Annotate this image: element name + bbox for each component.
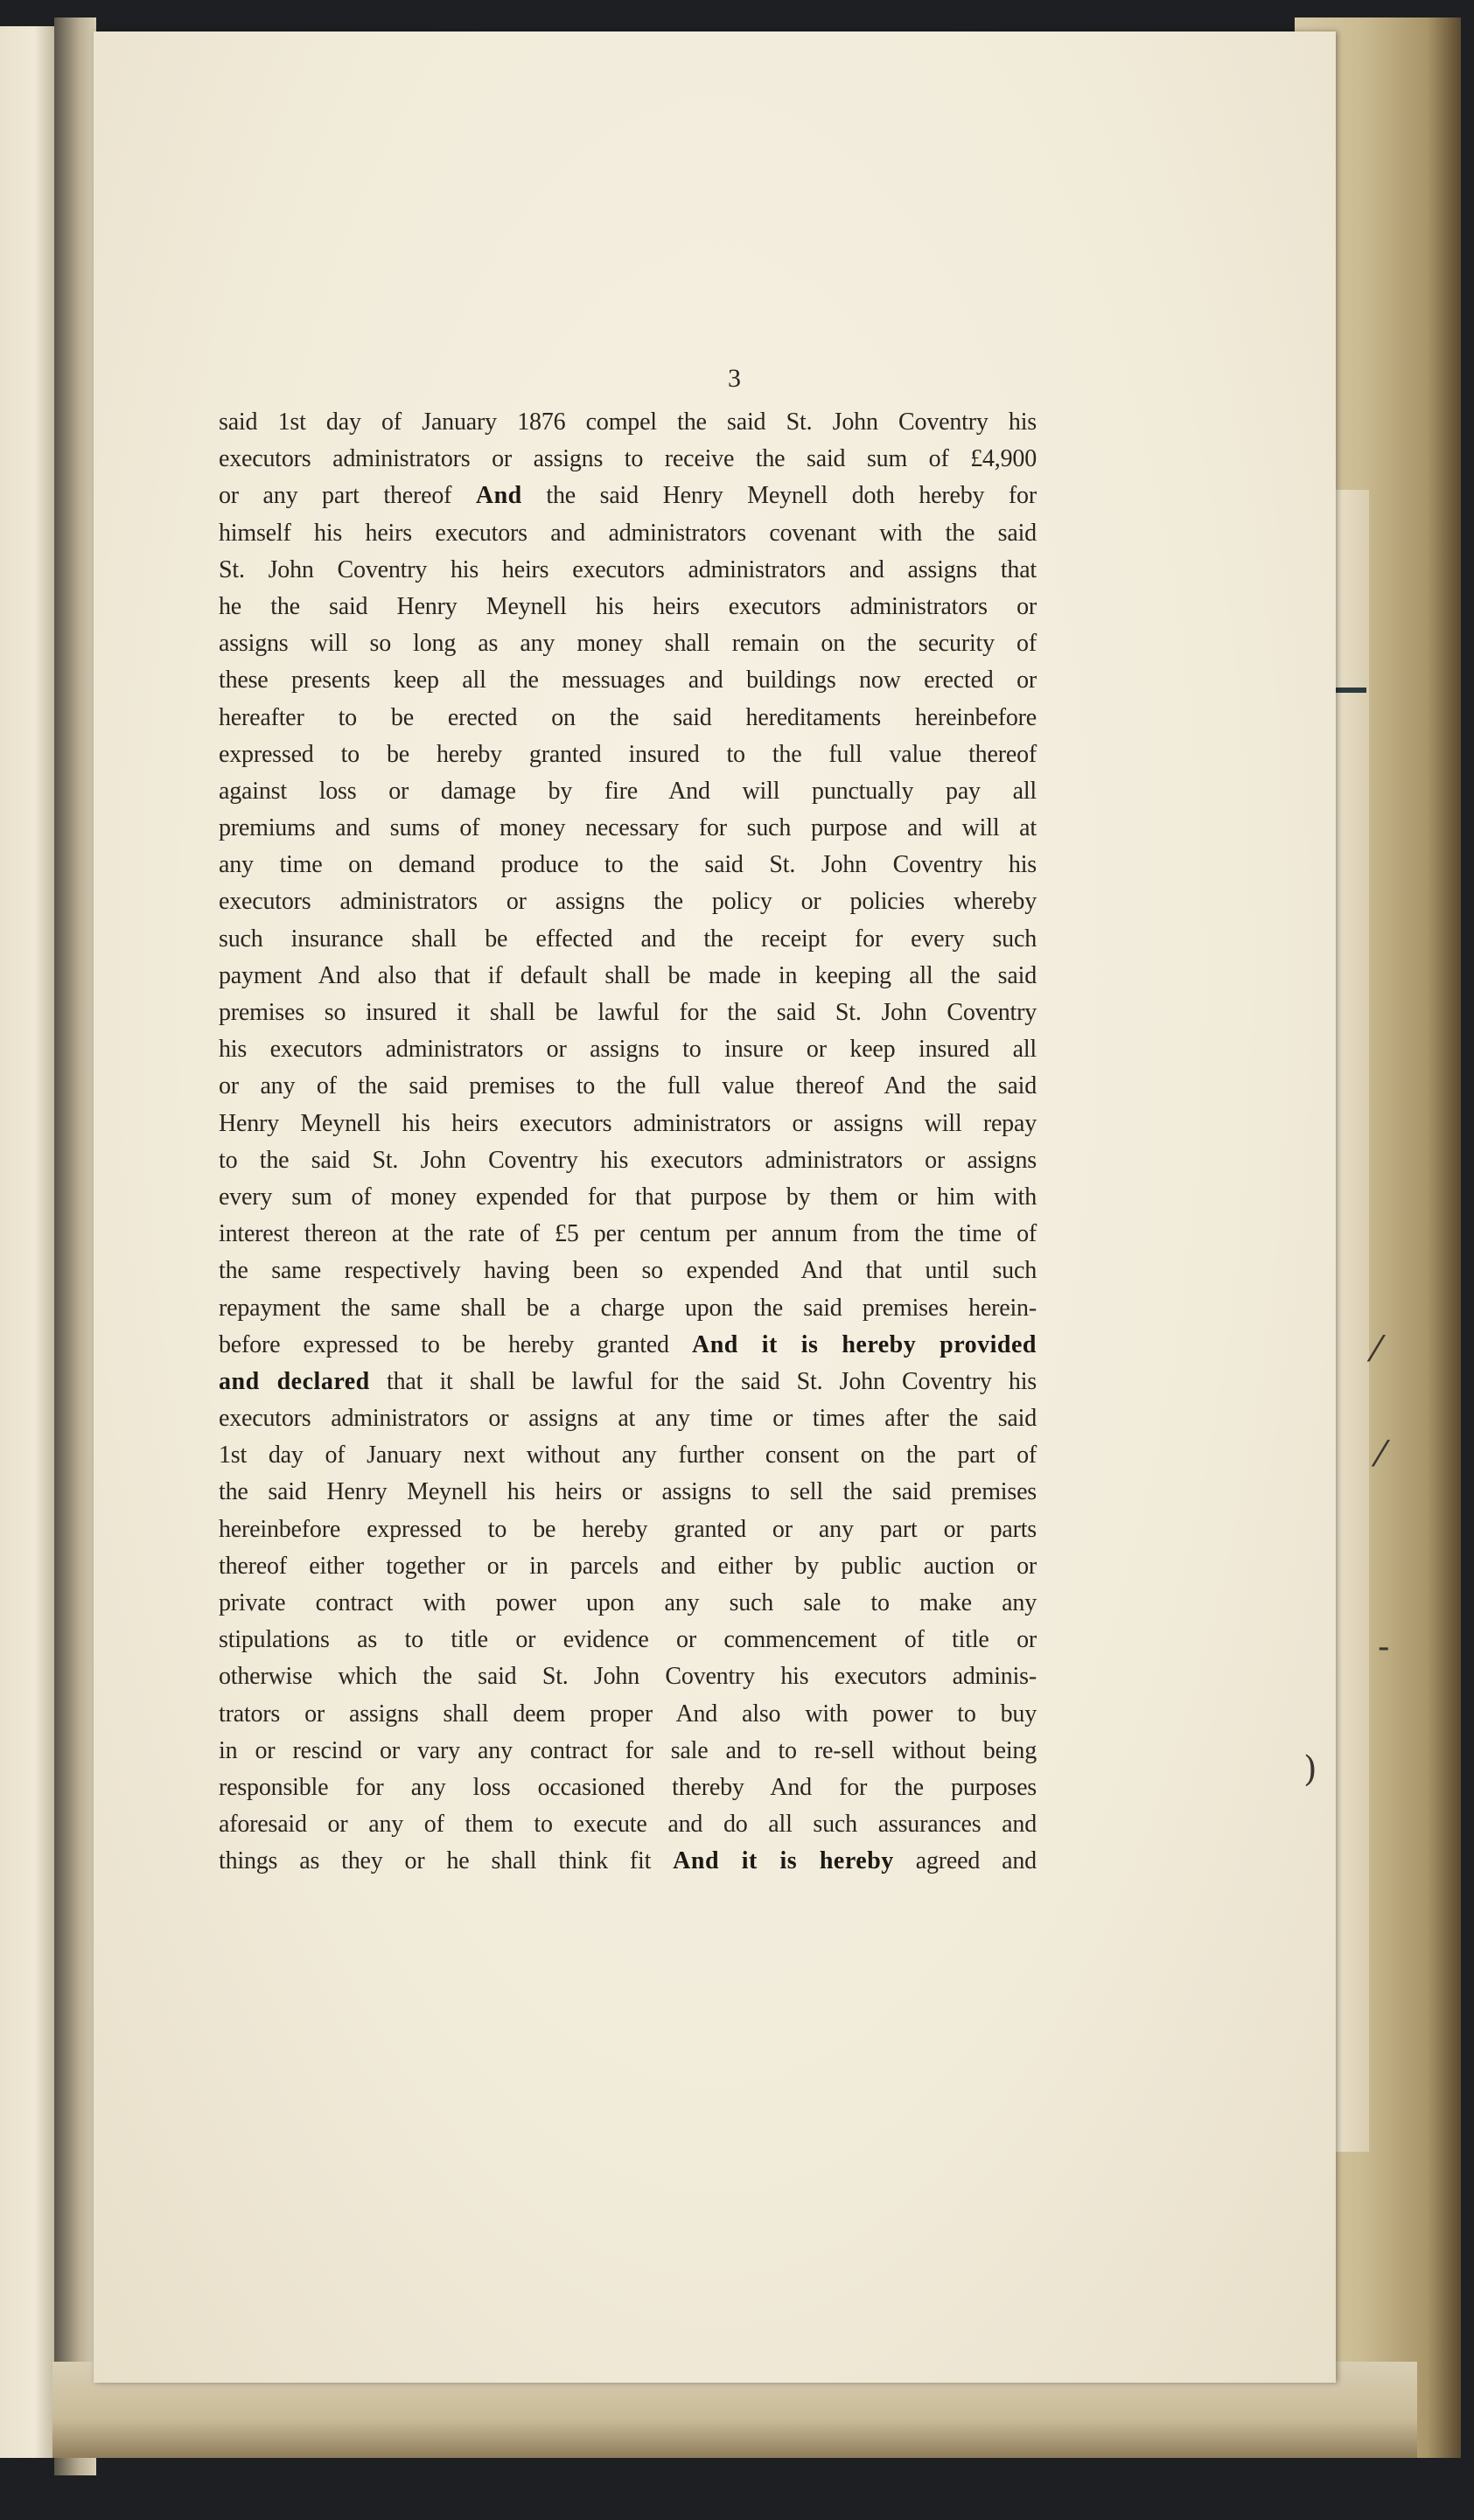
text-line: repayment the same shall be a charge upon the said premises herein- <box>219 1294 1037 1322</box>
text-line: stipulations as to title or evidence or commencement of title or <box>219 1626 1037 1654</box>
handwritten-mark: ‐ <box>1378 1627 1390 1667</box>
text-line <box>219 1843 1037 1880</box>
handwritten-mark: ) <box>1303 1749 1317 1790</box>
text-line: otherwise which the said St. John Coventry his executors adminis- <box>219 1663 1037 1691</box>
blackletter-phrase: And it is hereby provided <box>692 1330 1037 1358</box>
text-line: private contract with power upon any such sale to make any <box>219 1589 1037 1616</box>
document-body-text <box>219 404 1037 1881</box>
text-segment: the said Henry Meynell doth hereby for <box>521 482 1037 510</box>
text-line: the same respectively having been so expended And that until such <box>219 1257 1037 1285</box>
text-line: aforesaid or any of them to execute and do all such assurances and <box>219 1811 1037 1839</box>
book-gutter <box>54 17 96 2475</box>
text-line: or any of the said premises to the full value thereof And the said <box>219 1072 1037 1100</box>
text-line <box>219 1327 1037 1364</box>
text-line: against loss or damage by fire And will punctually pay all <box>219 777 1037 805</box>
blackletter-phrase: And it is hereby <box>673 1847 894 1875</box>
text-line: said 1st day of January 1876 compel the said St. John Coventry his <box>219 408 1037 436</box>
text-line: executors administrators or assigns the policy or policies whereby <box>219 888 1037 916</box>
text-line: he the said Henry Meynell his heirs executors administrators or <box>219 592 1037 620</box>
handwritten-mark: ⁄ <box>1373 1330 1380 1370</box>
text-line: trators or assigns shall deem proper And also with power to buy <box>219 1700 1037 1728</box>
text-line: such insurance shall be effected and the receipt for every such <box>219 925 1037 953</box>
facing-page-edge <box>0 26 58 2458</box>
text-line: in or rescind or vary any contract for sale and to re-sell without being <box>219 1736 1037 1764</box>
text-line: Henry Meynell his heirs executors administrators or assigns will repay <box>219 1109 1037 1137</box>
text-line: 1st day of January next without any further consent on the part of <box>219 1441 1037 1469</box>
text-line: premiums and sums of money necessary for such purpose and will at <box>219 814 1037 842</box>
text-line: every sum of money expended for that purpose by them or him with <box>219 1183 1037 1211</box>
text-line <box>219 1364 1037 1400</box>
text-line: his executors administrators or assigns to insure or keep insured all <box>219 1036 1037 1064</box>
text-line: the said Henry Meynell his heirs or assigns to sell the said premises <box>219 1478 1037 1506</box>
text-segment: things as they or he shall think fit <box>219 1847 674 1875</box>
text-line: hereafter to be erected on the said hereditaments hereinbefore <box>219 703 1037 731</box>
text-line: any time on demand produce to the said St. John Coventry his <box>219 851 1037 879</box>
text-line: executors administrators or assigns at any time or times after the said <box>219 1405 1037 1433</box>
text-line: hereinbefore expressed to be hereby granted or any part or parts <box>219 1515 1037 1543</box>
blackletter-phrase: and declared <box>219 1367 370 1395</box>
text-segment: before expressed to be hereby granted <box>219 1330 693 1358</box>
text-line: expressed to be hereby granted insured to the full value thereof <box>219 740 1037 768</box>
text-line: responsible for any loss occasioned thereby And for the purposes <box>219 1773 1037 1801</box>
text-line: interest thereon at the rate of £5 per centum per annum from the time of <box>219 1220 1037 1248</box>
text-line: payment And also that if default shall be made in keeping all the said <box>219 961 1037 989</box>
text-segment: agreed and <box>893 1847 1037 1875</box>
text-line: St. John Coventry his heirs executors administrators and assigns that <box>219 555 1037 583</box>
handwritten-mark: ⁄ <box>1378 1435 1384 1475</box>
page-number: 3 <box>728 364 741 393</box>
text-line: thereof either together or in parcels and either by public auction or <box>219 1552 1037 1580</box>
text-line: to the said St. John Coventry his executors administrators or assigns <box>219 1146 1037 1174</box>
text-segment: that it shall be lawful for the said St. John Coventry his <box>369 1367 1037 1395</box>
blackletter-phrase: And <box>475 482 522 510</box>
text-line: executors administrators or assigns to receive the said sum of £4,900 <box>219 445 1037 473</box>
text-line: assigns will so long as any money shall remain on the security of <box>219 630 1037 658</box>
text-line <box>219 478 1037 514</box>
text-segment: or any part thereof <box>219 482 476 510</box>
text-line: premises so insured it shall be lawful for the said St. John Coventry <box>219 999 1037 1026</box>
text-line: himself his heirs executors and administrators covenant with the said <box>219 519 1037 547</box>
text-line: these presents keep all the messuages and buildings now erected or <box>219 667 1037 695</box>
